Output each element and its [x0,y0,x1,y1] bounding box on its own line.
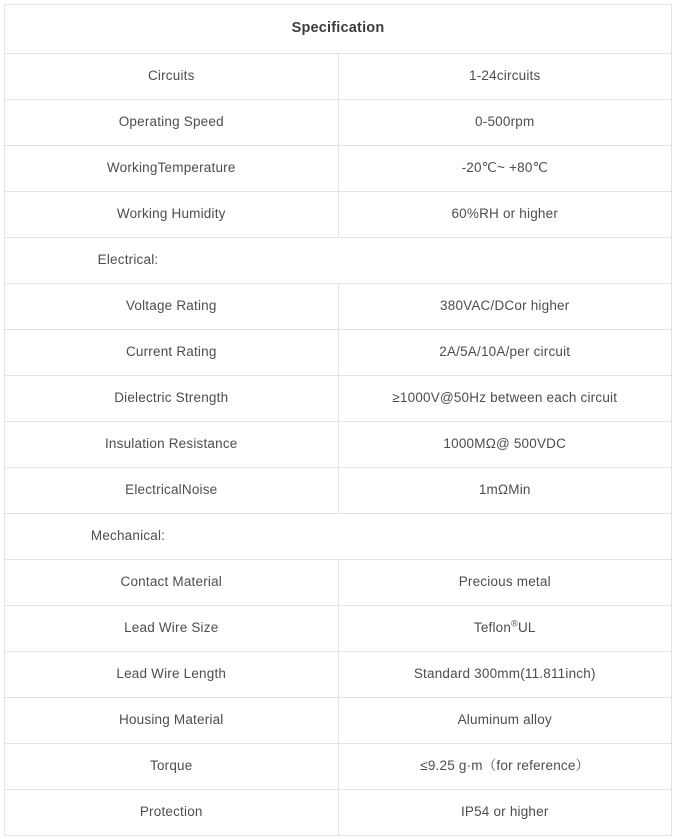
row-label: Dielectric Strength [5,376,339,422]
row-value: IP54 or higher [338,790,672,836]
row-value: -20℃~ +80℃ [338,146,672,192]
row-label: WorkingTemperature [5,146,339,192]
table-row [5,698,672,744]
row-label: Protection [5,790,339,836]
row-value: ≥1000V@50Hz between each circuit [338,376,672,422]
row-value-suffix: UL [517,620,536,636]
row-label: Torque [5,744,339,790]
row-label: Contact Material [5,560,339,606]
registered-trademark-icon: ® [511,618,518,629]
row-label: Operating Speed [5,100,339,146]
table-row [5,330,672,376]
table-row [5,376,672,422]
section-label: Electrical: [97,252,159,268]
table-row [5,560,672,606]
row-label: Working Humidity [5,192,339,238]
row-value-teflon [338,606,672,652]
table-row [5,468,672,514]
row-value: 380VAC/DCor higher [338,284,672,330]
row-label: Housing Material [5,698,339,744]
table-row [5,146,672,192]
row-label: Voltage Rating [5,284,339,330]
table-row [5,192,672,238]
row-value: 1000MΩ@ 500VDC [338,422,672,468]
row-value: Standard 300mm(11.811inch) [338,652,672,698]
row-value: Precious metal [338,560,672,606]
row-value: 2A/5A/10A/per circuit [338,330,672,376]
table-title-row [5,5,672,54]
row-value: 1mΩMin [338,468,672,514]
table-row [5,744,672,790]
row-value: 0-500rpm [338,100,672,146]
table-row [5,606,672,652]
row-value: Aluminum alloy [338,698,672,744]
section-header-electrical [5,238,672,284]
row-label: ElectricalNoise [5,468,339,514]
table-row [5,100,672,146]
row-value: 60%RH or higher [338,192,672,238]
row-value-prefix: Teflon [473,620,512,636]
table-row [5,422,672,468]
row-label: Circuits [5,54,339,100]
row-label: Lead Wire Length [5,652,339,698]
row-label: Lead Wire Size [5,606,339,652]
specification-table [4,4,672,836]
section-label: Mechanical: [90,528,166,544]
table-row [5,790,672,836]
table-row [5,652,672,698]
section-header-mechanical [5,514,672,560]
row-value: ≤9.25 g·m（for reference） [338,744,672,790]
table-row [5,284,672,330]
page-title: Specification [5,5,672,54]
row-label: Insulation Resistance [5,422,339,468]
table-row [5,54,672,100]
row-value: 1-24circuits [338,54,672,100]
row-label: Current Rating [5,330,339,376]
